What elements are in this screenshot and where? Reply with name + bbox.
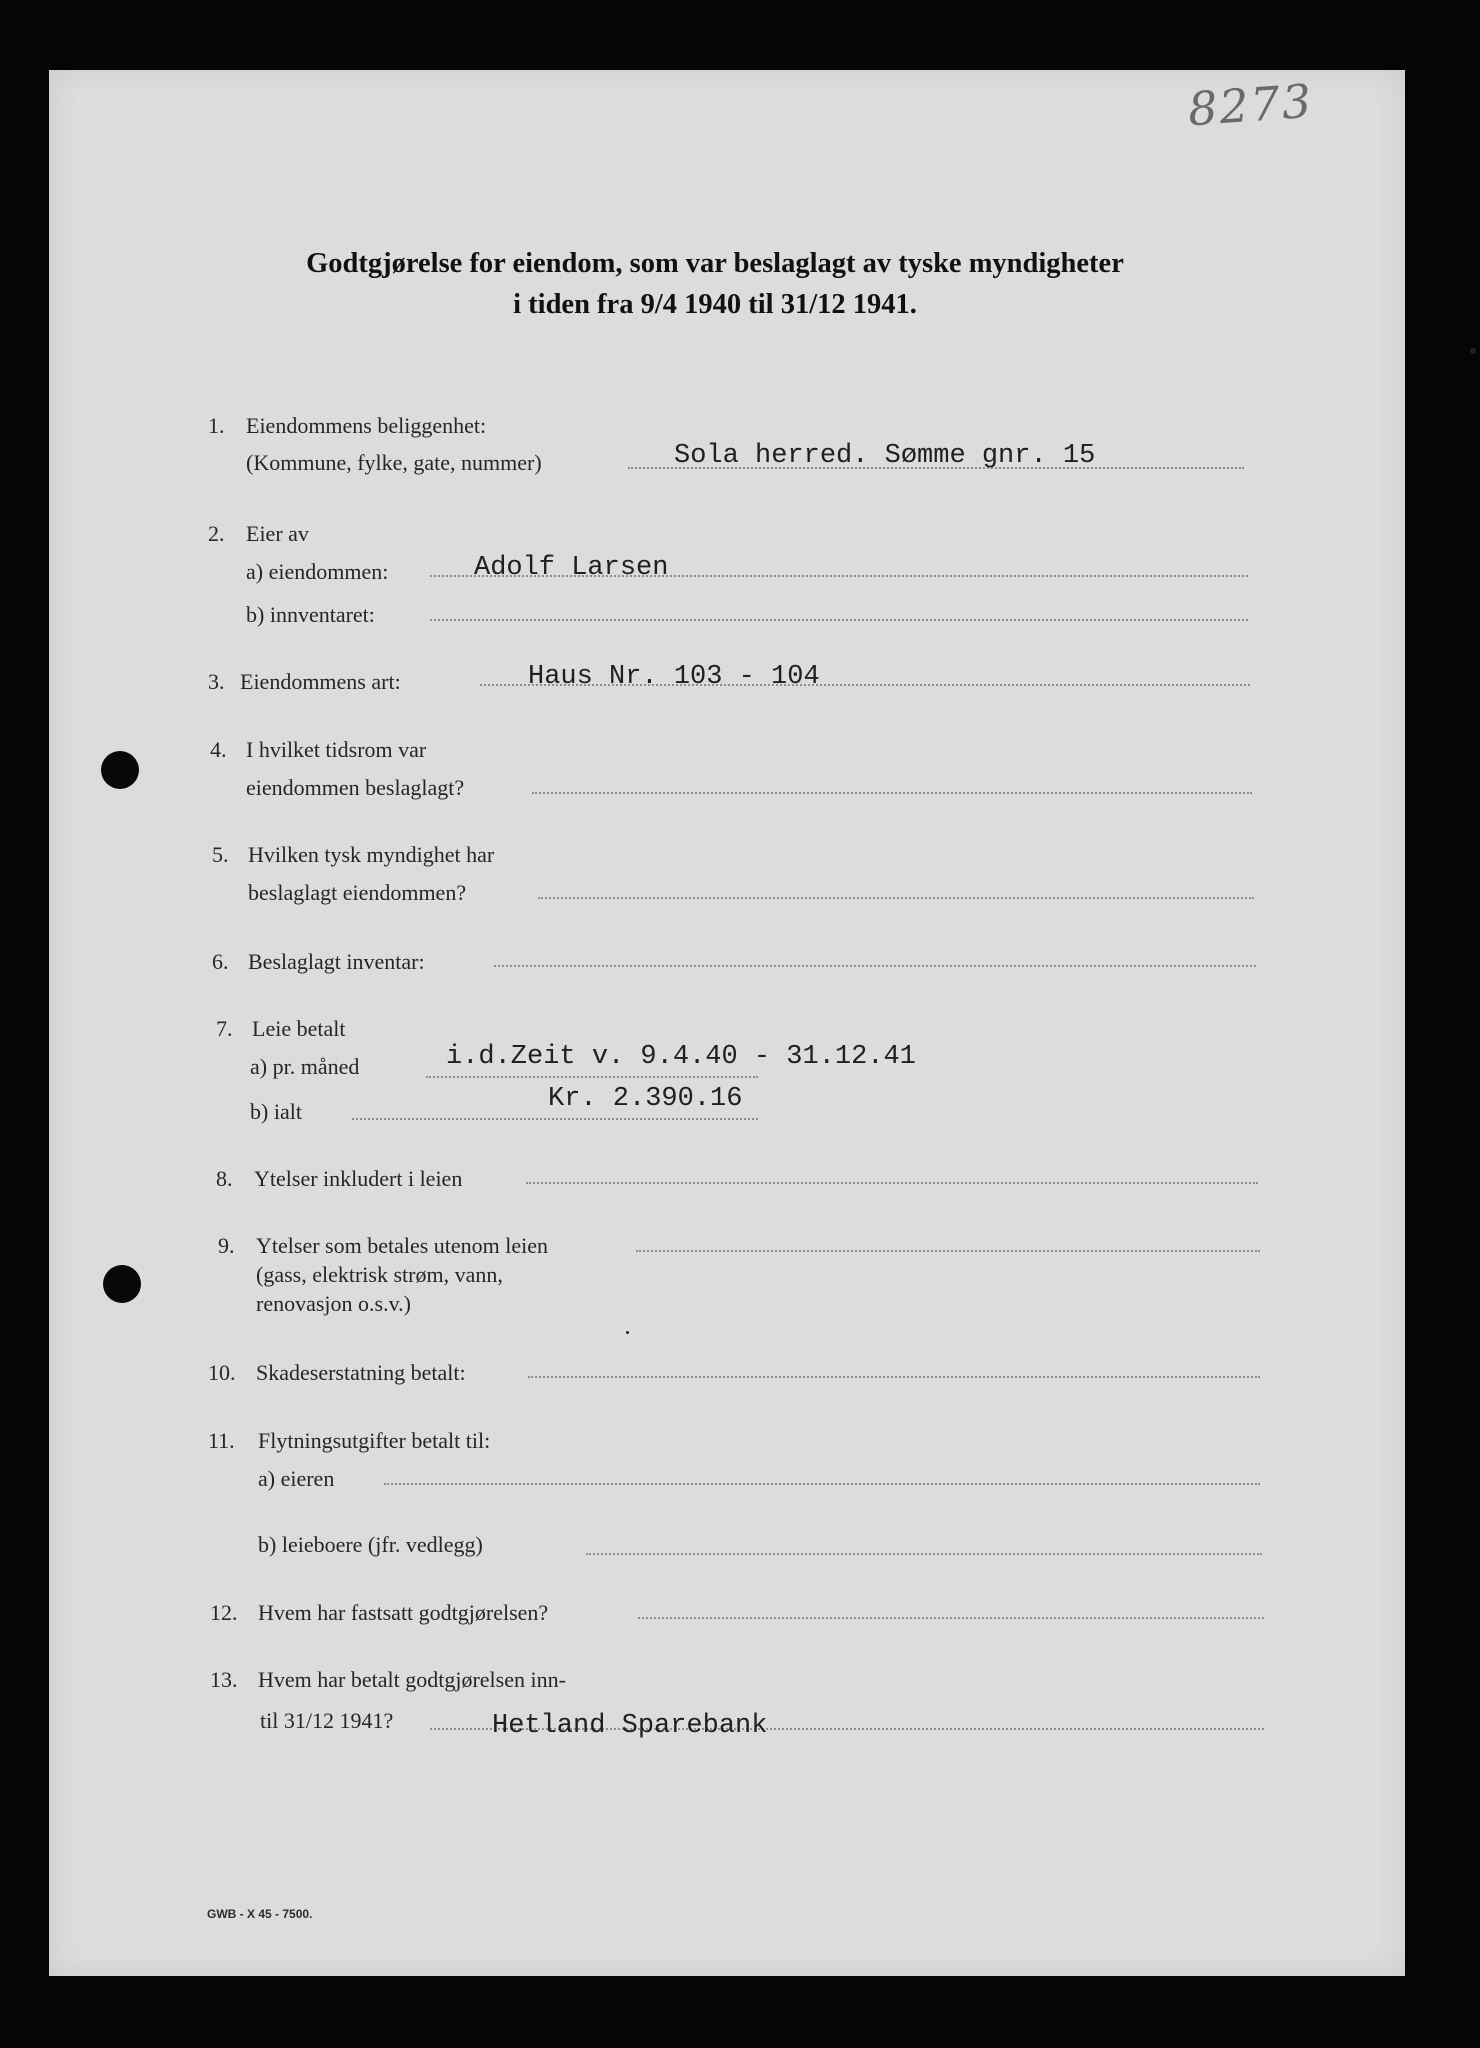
q12-number: 12.: [210, 1600, 238, 1625]
ink-speck: [626, 1331, 629, 1334]
q2-label: Eier av: [246, 521, 309, 546]
q2a-answer[interactable]: Adolf Larsen: [474, 553, 669, 583]
q1-answer[interactable]: Sola herred. Sømme gnr. 15: [674, 441, 1096, 471]
q5-label: Hvilken tysk myndighet har: [248, 842, 495, 867]
form-title: [215, 243, 1215, 325]
q6-label: Beslaglagt inventar:: [248, 949, 425, 974]
q11b-label: b) leieboere (jfr. vedlegg): [258, 1532, 483, 1557]
q7-label: Leie betalt: [252, 1016, 346, 1041]
q11b-answer-line: [586, 1553, 1262, 1555]
q10-answer-line: [528, 1376, 1260, 1378]
q8-label: Ytelser inkludert i leien: [254, 1166, 463, 1191]
q6-number: 6.: [212, 949, 229, 974]
q11a-label: a) eieren: [258, 1466, 335, 1491]
handwritten-archive-number: 8273: [1186, 73, 1315, 137]
q1-label: Eiendommens beliggenhet:: [246, 413, 487, 438]
q2b-answer-line: [430, 619, 1248, 621]
q9-label: Ytelser som betales utenom leien: [256, 1233, 549, 1258]
q4-answer-line: [532, 792, 1252, 794]
q6-answer-line: [494, 965, 1256, 967]
q2a-label: a) eiendommen:: [246, 559, 389, 584]
q1-number: 1.: [208, 413, 225, 438]
q4-label: I hvilket tidsrom var: [246, 737, 427, 762]
ink-speck: [1470, 348, 1476, 354]
q4-label-cont: eiendommen beslaglagt?: [246, 775, 465, 800]
q3-label: Eiendommens art:: [240, 669, 401, 694]
q8-answer-line: [526, 1182, 1258, 1184]
q7b-label: b) ialt: [250, 1099, 302, 1124]
punch-hole: [103, 1265, 141, 1303]
q13-number: 13.: [210, 1667, 238, 1692]
q7b-answer[interactable]: Kr. 2.390.16: [548, 1084, 743, 1114]
title-line-2: i tiden fra 9/4 1940 til 31/12 1941.: [513, 289, 917, 320]
q5-answer-line: [538, 897, 1254, 899]
q13-label-cont: til 31/12 1941?: [260, 1708, 394, 1733]
q1-hint: (Kommune, fylke, gate, nummer): [246, 450, 542, 475]
q9-hint: (gass, elektrisk strøm, vann,: [256, 1262, 503, 1287]
q12-label: Hvem har fastsatt godtgjørelsen?: [258, 1600, 549, 1625]
title-line-1: Godtgjørelse for eiendom, som var beslaglagt av tyske myndigheter: [306, 248, 1124, 279]
q11a-answer-line: [384, 1483, 1260, 1485]
q7b-answer-line: [352, 1118, 758, 1120]
q13-answer[interactable]: Hetland Sparebank: [492, 1711, 768, 1741]
q12-answer-line: [638, 1617, 1264, 1619]
form-print-code: GWB - X 45 - 7500.: [207, 1907, 313, 1921]
punch-hole: [101, 751, 139, 789]
q8-number: 8.: [216, 1166, 233, 1191]
q4-number: 4.: [210, 737, 227, 762]
q7-number: 7.: [216, 1016, 233, 1041]
q10-number: 10.: [208, 1360, 236, 1385]
q2-number: 2.: [208, 521, 225, 546]
q13-label: Hvem har betalt godtgjørelsen inn-: [258, 1667, 566, 1692]
q5-label-cont: beslaglagt eiendommen?: [248, 880, 467, 905]
q7a-answer[interactable]: i.d.Zeit v. 9.4.40 - 31.12.41: [446, 1042, 916, 1072]
q3-number: 3.: [208, 669, 225, 694]
q9-hint-cont: renovasjon o.s.v.): [256, 1291, 411, 1316]
q10-label: Skadeserstatning betalt:: [256, 1360, 466, 1385]
q11-number: 11.: [208, 1428, 235, 1453]
q9-number: 9.: [218, 1233, 235, 1258]
q3-answer[interactable]: Haus Nr. 103 - 104: [528, 662, 820, 692]
q11-label: Flytningsutgifter betalt til:: [258, 1428, 491, 1453]
q7a-label: a) pr. måned: [250, 1054, 360, 1079]
q7a-answer-line: [426, 1076, 758, 1078]
q2b-label: b) innventaret:: [246, 602, 375, 627]
q5-number: 5.: [212, 842, 229, 867]
q9-answer-line: [636, 1250, 1260, 1252]
